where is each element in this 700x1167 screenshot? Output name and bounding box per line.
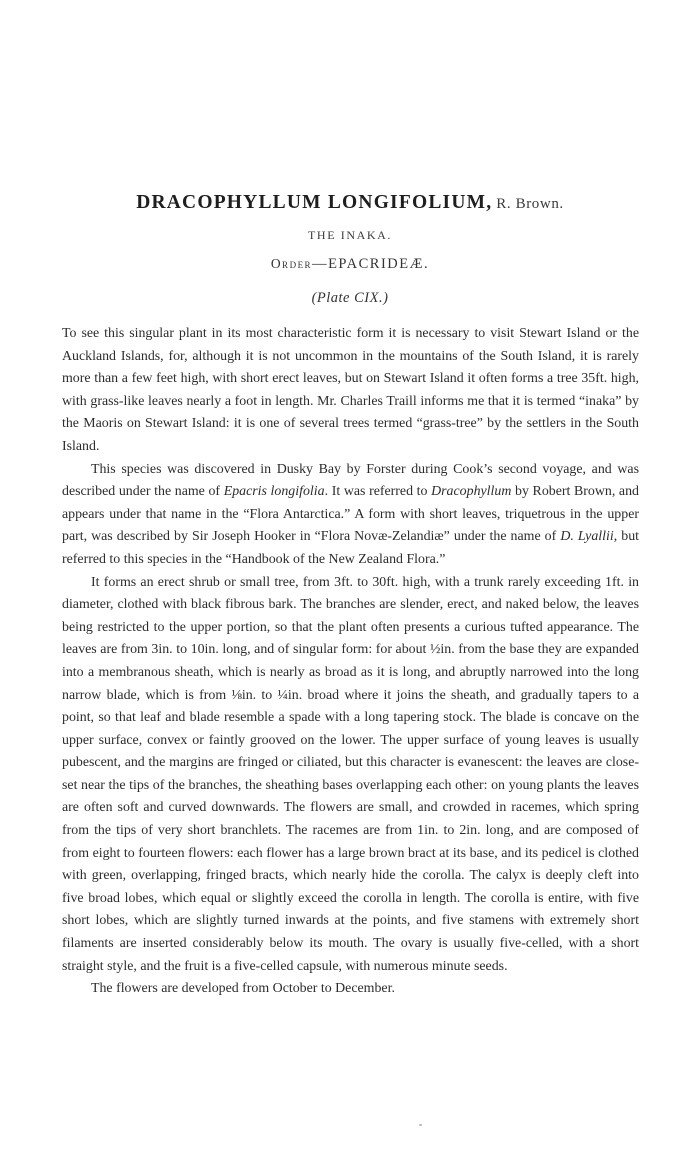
paragraph-flowering: The flowers are developed from October to December. [91, 981, 395, 997]
history-text-3: by Robert Brown, and appears under that name in the “Flora Antarctica.” A form with short leaves, triquetrous in the upper part, was described by Sir Joseph Hooker in “Flora Novæ-Zelandiæ” under the name of [62, 484, 639, 545]
taxon-epacris: Epacris longifolia [223, 484, 325, 500]
taxon-dracophyllum: Dracophyllum [431, 484, 512, 500]
species-author: R. Brown. [496, 196, 564, 212]
history-text-4: , but referred to this species in the “Handbook of the New Zealand Flora.” [62, 529, 640, 567]
paragraph-history [62, 459, 639, 572]
history-text-2: . It was referred to [324, 484, 432, 500]
species-name: DRACOPHYLLUM LONGIFOLIUM, [136, 192, 493, 213]
page-title [0, 192, 700, 214]
paragraph-introduction: To see this singular plant in its most characteristic form it is necessary to visit Stewart Island or the Auckland Islands, for, although it is not uncommon in the mountains of the South Island, it is rarely more than a few feet high, with short erect leaves, but on Stewart Island it often forms a tree 35ft. high, with grass-like leaves nearly a foot in length. Mr. Charles Traill informs me that it is termed “inaka” by the Maoris on Stewart Island: it is one of several trees termed “grass-tree” by the settlers in the South Island. [62, 326, 639, 454]
history-text-1: This species was discovered in Dusky Bay by Forster during Cook’s second voyage, and was described under the name of [62, 461, 639, 500]
common-name: THE INAKA. [308, 228, 392, 242]
body-text [62, 323, 639, 1001]
plate-reference: (Plate CIX.) [311, 290, 389, 306]
order-name: EPACRIDEÆ. [328, 256, 430, 272]
order-separator: — [312, 256, 329, 272]
order-heading [0, 256, 700, 273]
order-prefix: Order [270, 256, 313, 271]
paragraph-description: It forms an erect shrub or small tree, from 3ft. to 30ft. high, with a trunk rarely exceeding 1ft. in diameter, clothed with black fibrous bark. The branches are slender, erect, and naked below, the leaves being restricted to the upper portion, so that the plant often presents a curious tufted appearance. The leaves are from 3in. to 10in. long, and of singular form: for about ½in. from the base they are expanded into a membranous sheath, which is nearly as broad as it is long, and abruptly narrowed into the long narrow blade, which is from ⅛in. to ¼in. broad where it joins the sheath, and gradually tapers to a point, so that leaf and blade resemble a spade with a long tapering stock. The blade is concave on the upper surface, convex or faintly grooved on the lower. The upper surface of young leaves is usually pubescent, and the margins are fringed or ciliated, but this character is evanescent: the leaves are close-set near the tips of the branches, the sheathing bases overlapping each other: on young plants the leaves are often soft and curved downwards. The flowers are small, and crowded in racemes, which spring from the tips of very short branchlets. The racemes are from 1in. to 2in. long, and are composed of from eight to fourteen flowers: each flower has a large brown bract at its base, and its pedicel is clothed with green, overlapping, fringed bracts, which nearly hide the corolla. The calyx is deeply cleft into five broad lobes, which equal or slightly exceed the corolla in length. The corolla is entire, with five short lobes, which are slightly turned inwards at the points, and five stamens with extremely short filaments are inserted considerably below its mouth. The ovary is usually five-celled, with a short straight style, and the fruit is a five-celled capsule, with numerous minute seeds. [62, 574, 639, 974]
taxon-d-lyallii: D. Lyallii [560, 529, 614, 545]
print-speck [419, 1124, 422, 1126]
